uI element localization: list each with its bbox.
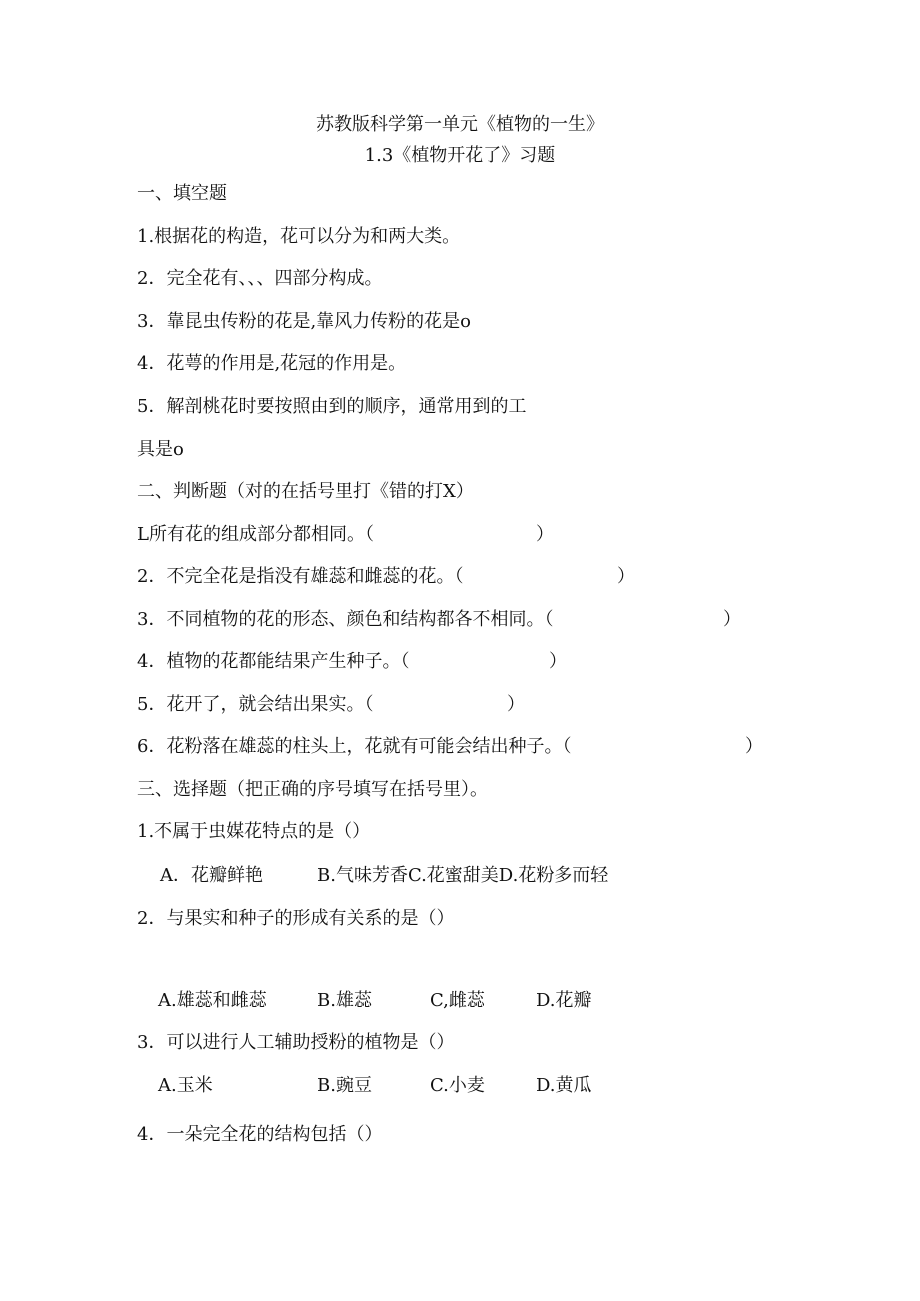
true-false-item: 4．植物的花都能结果产生种子。（: [137, 651, 410, 672]
section-heading-fill-blank: 一、填空题: [137, 183, 227, 204]
options-b-c-d: B.气味芳香C.花蜜甜美D.花粉多而轻: [317, 865, 609, 886]
answer-paren-close: ）: [723, 609, 741, 630]
fill-blank-item: 1.根据花的构造，花可以分为和两大类。: [137, 226, 461, 247]
option-c: C.小麦: [430, 1075, 485, 1096]
true-false-item: 3．不同植物的花的形态、颜色和结构都各不相同。（: [137, 609, 554, 630]
option-b: B.雄蕊: [317, 990, 372, 1011]
fill-blank-item: 4．花萼的作用是,花冠的作用是。: [137, 353, 407, 374]
option-a: A.雄蕊和雌蕊: [158, 990, 267, 1011]
answer-paren-close: ）: [536, 524, 554, 545]
fill-blank-item: 5．解剖桃花时要按照由到的顺序，通常用到的工: [137, 396, 527, 417]
worksheet-title: 苏教版科学第一单元《植物的一生》: [316, 114, 604, 135]
worksheet-subtitle: 1.3《植物开花了》习题: [364, 145, 556, 166]
answer-paren-close: ）: [549, 651, 567, 672]
fill-blank-item: 2．完全花有、、、四部分构成。: [137, 268, 383, 289]
answer-paren-close: ）: [507, 694, 525, 715]
fill-blank-item-continued: 具是o: [137, 439, 184, 460]
question-stem: 2．与果实和种子的形成有关系的是（）: [137, 908, 455, 929]
true-false-item: L所有花的组成部分都相同。（: [137, 524, 374, 545]
question-stem: 4．一朵完全花的结构包括（）: [137, 1124, 383, 1145]
option-c: C,雌蕊: [430, 990, 485, 1011]
true-false-item: 2．不完全花是指没有雄蕊和雌蕊的花。（: [137, 566, 464, 587]
option-a: A．花瓣鲜艳: [160, 865, 263, 886]
true-false-item: 6．花粉落在雄蕊的柱头上，花就有可能会结出种子。（: [137, 736, 572, 757]
question-stem: 1.不属于虫媒花特点的是（）: [137, 821, 371, 842]
section-heading-true-false: 二、判断题（对的在括号里打《错的打X）: [137, 481, 474, 502]
answer-paren-close: ）: [745, 736, 763, 757]
true-false-item: 5．花开了，就会结出果实。（: [137, 694, 374, 715]
section-heading-multiple-choice: 三、选择题（把正确的序号填写在括号里）。: [137, 779, 488, 800]
question-stem: 3．可以进行人工辅助授粉的植物是（）: [137, 1032, 455, 1053]
option-d: D.花瓣: [536, 990, 592, 1011]
option-a: A.玉米: [158, 1075, 213, 1096]
fill-blank-item: 3．靠昆虫传粉的花是,靠风力传粉的花是o: [137, 311, 472, 332]
option-b: B.豌豆: [317, 1075, 372, 1096]
option-d: D.黄瓜: [536, 1075, 592, 1096]
answer-paren-close: ）: [617, 566, 635, 587]
